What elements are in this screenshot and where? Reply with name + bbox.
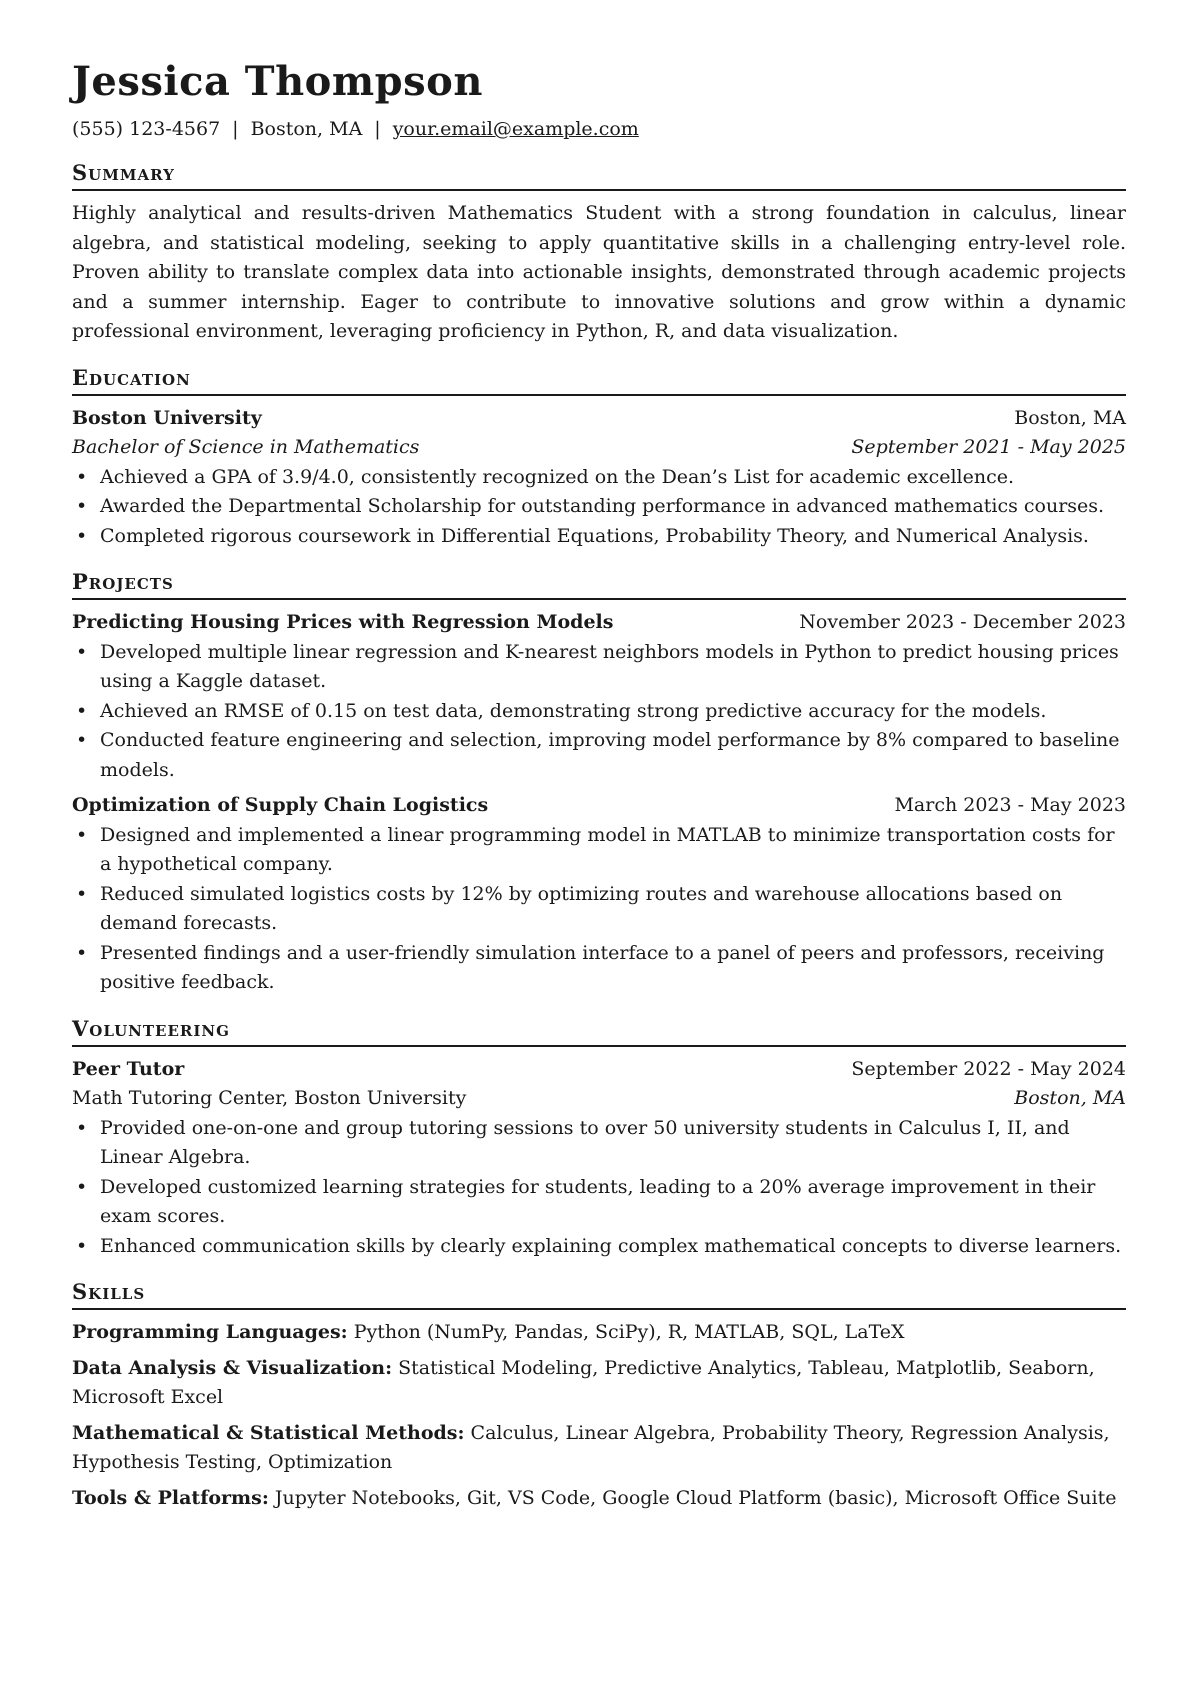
- skill-label: Data Analysis & Visualization:: [72, 1356, 393, 1379]
- list-item: • Reduced simulated logistics costs by 12% by optimizing routes and warehouse allocations based on demand forecasts.: [100, 880, 1126, 939]
- skill-value: Jupyter Notebooks, Git, VS Code, Google Cloud Platform (basic), Microsoft Office Suite: [274, 1486, 1117, 1509]
- list-item: • Provided one-on-one and group tutoring sessions to over 50 university students in Calculus I, II, and Linear Algebra.: [100, 1114, 1126, 1173]
- education-bullets: [72, 463, 1126, 552]
- project-bullets: [72, 638, 1126, 786]
- volunteer-org-row: [72, 1084, 1126, 1114]
- separator: |: [374, 118, 381, 140]
- skill-label: Tools & Platforms:: [72, 1486, 269, 1509]
- project-bullets: [72, 821, 1126, 998]
- project-header-row: [72, 791, 1126, 821]
- list-item: • Developed customized learning strategies for students, leading to a 20% average improvement in their exam scores.: [100, 1173, 1126, 1232]
- skill-line: [72, 1354, 1126, 1413]
- skill-value: Statistical Modeling, Predictive Analytics, Tableau, Matplotlib, Seaborn, Microsoft Excel: [72, 1356, 1095, 1408]
- degree: Bachelor of Science in Mathematics: [72, 436, 420, 458]
- list-item: • Developed multiple linear regression and K-nearest neighbors models in Python to predict housing prices using a Kaggle dataset.: [100, 638, 1126, 697]
- list-item: • Designed and implemented a linear programming model in MATLAB to minimize transportation costs for a hypothetical company.: [100, 821, 1126, 880]
- project-name: Predicting Housing Prices with Regression Models: [72, 611, 614, 633]
- list-item: • Completed rigorous coursework in Differential Equations, Probability Theory, and Numerical Analysis.: [100, 522, 1126, 552]
- skill-value: Calculus, Linear Algebra, Probability Theory, Regression Analysis, Hypothesis Testing, Optimization: [72, 1421, 1110, 1473]
- list-item: • Achieved a GPA of 3.9/4.0, consistently recognized on the Dean’s List for academic excellence.: [100, 463, 1126, 493]
- project-dates: November 2023 - December 2023: [799, 611, 1126, 633]
- project-entry: [72, 791, 1126, 998]
- skill-label: Mathematical & Statistical Methods:: [72, 1421, 465, 1444]
- volunteer-header-row: [72, 1055, 1126, 1085]
- list-item: • Achieved an RMSE of 0.15 on test data, demonstrating strong predictive accuracy for the models.: [100, 697, 1126, 727]
- project-entry: [72, 608, 1126, 785]
- volunteer-bullets: [72, 1114, 1126, 1262]
- skill-line: [72, 1484, 1126, 1514]
- section-title-education: Education: [72, 365, 1126, 396]
- list-item: • Awarded the Departmental Scholarship for outstanding performance in advanced mathematics courses.: [100, 492, 1126, 522]
- list-item: • Presented findings and a user-friendly simulation interface to a panel of peers and professors, receiving positive feedback.: [100, 939, 1126, 998]
- list-item: • Conducted feature engineering and selection, improving model performance by 8% compared to baseline models.: [100, 726, 1126, 785]
- education-dates: September 2021 - May 2025: [851, 436, 1126, 458]
- skill-label: Programming Languages:: [72, 1321, 348, 1343]
- section-title-volunteering: Volunteering: [72, 1016, 1126, 1047]
- volunteering-section: [72, 1016, 1126, 1262]
- email-link[interactable]: your.email@example.com: [392, 118, 639, 140]
- contact-line: [72, 116, 1126, 142]
- school-name: Boston University: [72, 406, 262, 429]
- volunteer-role: Peer Tutor: [72, 1057, 185, 1080]
- projects-section: [72, 569, 1126, 998]
- school-location: Boston, MA: [1014, 406, 1126, 429]
- education-degree-row: [72, 433, 1126, 463]
- education-header-row: [72, 404, 1126, 434]
- summary-section: [72, 160, 1126, 347]
- location: Boston, MA: [250, 118, 363, 140]
- education-section: [72, 365, 1126, 552]
- skill-line: [72, 1318, 1126, 1348]
- skill-value: Python (NumPy, Pandas, SciPy), R, MATLAB, SQL, LaTeX: [353, 1321, 905, 1343]
- summary-text: Highly analytical and results-driven Mathematics Student with a strong foundation in calculus, linear algebra, and statistical modeling, seeking to apply quantitative skills in a challenging entry-level role. Proven ability to translate complex data into actionable insights, demonstrated through academic projects and a summer internship. Eager to contribute to innovative solutions and grow within a dynamic professional environment, leveraging proficiency in Python, R, and data visualization.: [72, 202, 1126, 342]
- section-title-skills: Skills: [72, 1279, 1126, 1310]
- section-title-summary: Summary: [72, 160, 1126, 191]
- skill-line: [72, 1419, 1126, 1478]
- volunteer-org: Math Tutoring Center, Boston University: [72, 1087, 467, 1109]
- phone-number: (555) 123-4567: [72, 118, 221, 140]
- project-header-row: [72, 608, 1126, 638]
- list-item: • Enhanced communication skills by clearly explaining complex mathematical concepts to diverse learners.: [100, 1232, 1126, 1262]
- volunteer-dates: September 2022 - May 2024: [851, 1057, 1126, 1080]
- separator: |: [232, 118, 239, 140]
- skills-section: [72, 1279, 1126, 1513]
- resume-page: [72, 56, 1126, 1519]
- project-dates: March 2023 - May 2023: [894, 794, 1126, 816]
- volunteer-location: Boston, MA: [1014, 1087, 1126, 1109]
- section-title-projects: Projects: [72, 569, 1126, 600]
- candidate-name: Jessica Thompson: [72, 58, 483, 105]
- project-name: Optimization of Supply Chain Logistics: [72, 794, 489, 816]
